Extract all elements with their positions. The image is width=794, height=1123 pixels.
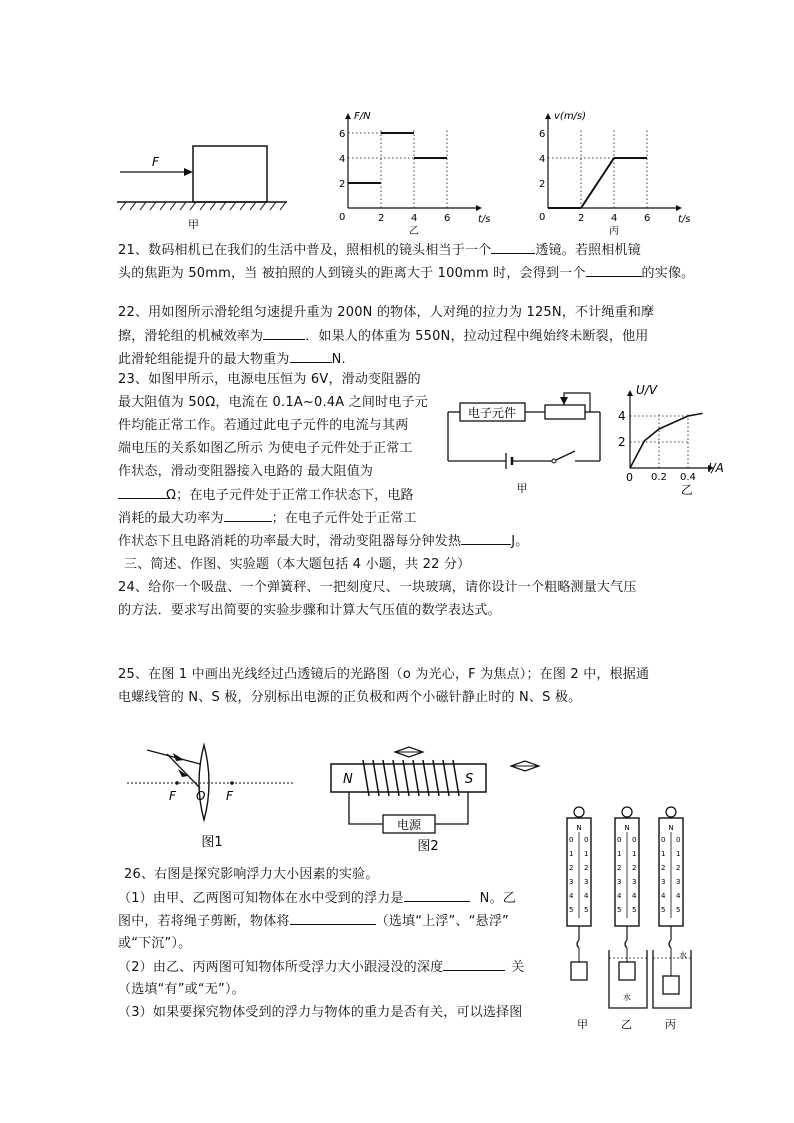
balance-yi-scale-r-1: 1 bbox=[632, 850, 637, 858]
ui-origin: 0 bbox=[626, 471, 633, 484]
figure-2-solenoid bbox=[325, 742, 550, 857]
balance-yi-scale-l-4: 4 bbox=[617, 892, 622, 900]
yi-x-arrow bbox=[476, 205, 482, 211]
q21-blank-1[interactable] bbox=[491, 239, 535, 254]
balance-bing-scale-l-5: 5 bbox=[661, 906, 666, 914]
q26-line2 bbox=[118, 887, 516, 910]
yi-xtick-6: 6 bbox=[444, 213, 451, 224]
bing-xtick-2: 2 bbox=[578, 213, 585, 224]
balance-yi-scale-l-2: 2 bbox=[617, 864, 622, 872]
chart-velocity-time bbox=[530, 103, 700, 238]
balance-jia-unit: N bbox=[576, 824, 582, 832]
power-source-label: 电源 bbox=[396, 818, 422, 832]
balance-bing-object bbox=[663, 976, 679, 994]
q23-blank-2[interactable] bbox=[224, 507, 272, 522]
q22-text-a: 擦，滑轮组的机械效率为 bbox=[118, 329, 264, 344]
bing-y-arrow bbox=[545, 113, 551, 119]
q21-blank-2[interactable] bbox=[586, 262, 642, 277]
bing-xtick-4: 4 bbox=[611, 213, 618, 224]
q23-line6 bbox=[118, 484, 414, 507]
q22-text-c: 此滑轮组能提升的最大物重为 bbox=[118, 352, 290, 367]
balance-yi-scale-l-3: 3 bbox=[617, 878, 622, 886]
q22-blank-1[interactable] bbox=[263, 325, 305, 340]
balance-yi-unit: N bbox=[624, 824, 630, 832]
yi-caption: 乙 bbox=[409, 226, 419, 237]
balance-jia-caption: 甲 bbox=[577, 1018, 588, 1031]
balance-yi-scale-l-0: 0 bbox=[617, 836, 622, 844]
q23-line1: 23、如图甲所示，电源电压恒为 6V，滑动变阻器的 bbox=[118, 372, 421, 387]
q26-line7: （3）如果要探究物体受到的浮力与物体的重力是否有关，可以选择图 bbox=[118, 1005, 523, 1020]
ui-xtick-0.4: 0.4 bbox=[680, 472, 696, 483]
balance-bing-scale-l-1: 1 bbox=[661, 850, 666, 858]
yi-ytick-2: 2 bbox=[339, 179, 346, 190]
balance-bing-scale-l-0: 0 bbox=[661, 836, 666, 844]
q23-line8 bbox=[118, 530, 528, 553]
balance-yi-scale-r-3: 3 bbox=[632, 878, 637, 886]
balance-yi-scale-r-4: 4 bbox=[632, 892, 637, 900]
balance-bing-scale-r-1: 1 bbox=[676, 850, 681, 858]
q26-text-e: （2）由乙、丙两图可知物体所受浮力大小跟浸没的深度 bbox=[118, 960, 444, 975]
balance-jia-scale-l-0: 0 bbox=[569, 836, 574, 844]
balance-bing-scale-l-4: 4 bbox=[661, 892, 666, 900]
bing-ytick-6: 6 bbox=[539, 129, 546, 140]
yi-xtick-4: 4 bbox=[411, 213, 418, 224]
q23-line2: 最大阻值为 50Ω，电流在 0.1A~0.4A 之间时电子元 bbox=[118, 395, 428, 410]
incident-ray-1 bbox=[147, 750, 200, 764]
balance-yi-hook-curve bbox=[625, 940, 627, 948]
switch-pivot bbox=[552, 459, 556, 463]
balance-yi-ring bbox=[622, 807, 632, 817]
balance-jia-scale-r-0: 0 bbox=[584, 836, 589, 844]
balance-jia-scale-l-5: 5 bbox=[569, 906, 574, 914]
balance-jia-scale-r-2: 2 bbox=[584, 864, 589, 872]
yi-ylabel: F/N bbox=[354, 111, 371, 122]
balance-bing-scale-r-2: 2 bbox=[676, 864, 681, 872]
balance-jia-scale-r-4: 4 bbox=[584, 892, 589, 900]
q26-text-d: （选填“上浮”、“悬浮” bbox=[375, 914, 509, 929]
ui-xlabel: I/A bbox=[708, 461, 724, 475]
balance-yi-caption: 乙 bbox=[621, 1018, 632, 1031]
chart-force-time bbox=[330, 103, 500, 238]
balance-bing-scale-r-3: 3 bbox=[676, 878, 681, 886]
q23-blank-3[interactable] bbox=[461, 530, 511, 545]
q21-text-b: 透镜。若照相机镜 bbox=[535, 243, 641, 258]
q22-line1: 22、用如图所示滑轮组匀速提升重为 200N 的物体，人对绳的拉力为 125N，不计绳重和摩 bbox=[118, 305, 655, 320]
balance-yi-scale-l-1: 1 bbox=[617, 850, 622, 858]
section-3-title: 三、简述、作图、实验题（本大题包括 4 小题，共 22 分） bbox=[124, 557, 471, 572]
balance-yi-object bbox=[619, 962, 635, 980]
bing-ytick-2: 2 bbox=[539, 179, 546, 190]
q26-line4: 或“下沉”）。 bbox=[118, 936, 192, 951]
q23-line3: 件均能正常工作。若通过此电子元件的电流与其两 bbox=[118, 418, 409, 433]
q26-blank-1[interactable] bbox=[404, 887, 470, 902]
q26-line6: （选填“有”或“无”）。 bbox=[118, 982, 245, 997]
label-jia: 甲 bbox=[188, 218, 199, 231]
figure-1-caption: 图1 bbox=[201, 835, 223, 850]
q25-line2: 电螺线管的 N、S 极，分别标出电源的正负极和两个小磁针静止时的 N、S 极。 bbox=[118, 690, 582, 705]
bing-xlabel: t/s bbox=[678, 214, 691, 225]
bing-caption: 丙 bbox=[609, 226, 619, 237]
q26-line5 bbox=[118, 956, 524, 979]
circuit-jia-label: 甲 bbox=[516, 482, 528, 495]
balance-bing-water-label: 水 bbox=[679, 951, 687, 960]
q22-text-b: ．如果人的体重为 550N，拉动过程中绳始终未断裂，他用 bbox=[305, 329, 649, 344]
figure-jia-block bbox=[112, 130, 292, 235]
balance-bing-scale-l-2: 2 bbox=[661, 864, 666, 872]
figure-circuit-jia bbox=[440, 383, 620, 498]
ui-y-arrow bbox=[627, 390, 633, 396]
ui-caption: 乙 bbox=[680, 483, 693, 495]
yi-y-arrow bbox=[345, 113, 351, 119]
balance-bing-scale-l-3: 3 bbox=[661, 878, 666, 886]
chart-u-i bbox=[612, 380, 737, 495]
balance-bing-scale-r-4: 4 bbox=[676, 892, 681, 900]
yi-xlabel: t/s bbox=[478, 214, 491, 225]
component-label: 电子元件 bbox=[467, 406, 517, 420]
north-pole-label: N bbox=[343, 772, 353, 787]
q22-text-d: N. bbox=[331, 352, 346, 367]
balance-jia-scale-l-4: 4 bbox=[569, 892, 574, 900]
q26-text-c: 图中，若将绳子剪断，物体将 bbox=[118, 914, 290, 929]
south-pole-label: S bbox=[465, 772, 474, 787]
balance-yi-scale-l-5: 5 bbox=[617, 906, 622, 914]
switch-arm bbox=[556, 451, 575, 460]
yi-ytick-4: 4 bbox=[339, 154, 346, 165]
yi-ytick-6: 6 bbox=[339, 129, 346, 140]
q26-text-f: 关 bbox=[511, 960, 525, 975]
balance-jia-ring bbox=[574, 807, 584, 817]
q23-text-j: J。 bbox=[511, 534, 529, 549]
q22-line2 bbox=[118, 325, 648, 348]
bing-ylabel: v(m/s) bbox=[554, 111, 587, 122]
q21-line2 bbox=[118, 262, 694, 285]
balance-bing-unit: N bbox=[668, 824, 674, 832]
bing-segment-1 bbox=[581, 158, 614, 208]
q26-text-a: （1）由甲、乙两图可知物体在水中受到的浮力是 bbox=[118, 891, 404, 906]
optical-center-label: O bbox=[196, 789, 206, 803]
bing-ytick-4: 4 bbox=[539, 154, 546, 165]
q26-text-b: N。乙 bbox=[479, 891, 516, 906]
yi-origin: 0 bbox=[339, 212, 346, 223]
q26-line1: 26、右图是探究影响浮力大小因素的实验。 bbox=[124, 867, 379, 882]
balance-bing-caption: 丙 bbox=[665, 1018, 676, 1031]
force-label: F bbox=[152, 155, 159, 169]
bing-x-arrow bbox=[676, 205, 682, 211]
q24-line1: 24、给你一个吸盘、一个弹簧秤、一把刻度尺、一块玻璃，请你设计一个粗略测量大气压 bbox=[118, 580, 637, 595]
balance-jia-scale-r-3: 3 bbox=[584, 878, 589, 886]
balance-bing-scale-r-5: 5 bbox=[676, 906, 681, 914]
ui-xtick-0.2: 0.2 bbox=[651, 472, 667, 483]
ui-ylabel: U/V bbox=[636, 383, 658, 397]
solenoid-core bbox=[331, 764, 486, 792]
bing-origin: 0 bbox=[539, 212, 546, 223]
balance-bing-ring bbox=[666, 807, 676, 817]
q26-blank-2[interactable] bbox=[290, 910, 376, 925]
q21-line1 bbox=[118, 239, 641, 262]
balance-jia-object bbox=[571, 962, 587, 980]
balance-jia-scale-l-3: 3 bbox=[569, 878, 574, 886]
balance-bing-hook-curve bbox=[669, 940, 671, 948]
q24-line2: 的方法．要求写出简要的实验步骤和计算大气压值的数学表达式。 bbox=[118, 603, 501, 618]
q23-line7 bbox=[118, 507, 417, 530]
ui-ytick-4: 4 bbox=[618, 409, 626, 423]
q23-line5: 作状态，滑动变阻器接入电路的 最大阻值为 bbox=[118, 464, 374, 479]
balance-yi-water-label: 水 bbox=[623, 993, 631, 1002]
q23-text-g: 消耗的最大功率为 bbox=[118, 511, 224, 526]
balance-jia-scale-r-5: 5 bbox=[584, 906, 589, 914]
rheostat bbox=[545, 405, 585, 419]
q26-line3 bbox=[118, 910, 509, 933]
q26-blank-3[interactable] bbox=[443, 956, 505, 971]
balance-jia-scale-r-1: 1 bbox=[584, 850, 589, 858]
figure-1-convex-lens bbox=[122, 740, 302, 855]
yi-xtick-2: 2 bbox=[378, 213, 385, 224]
figure-2-caption: 图2 bbox=[417, 839, 439, 854]
q25-line1: 25、在图 1 中画出光线经过凸透镜后的光路图（o 为光心，F 为焦点）；在图 2 中，根据通 bbox=[118, 667, 650, 682]
q22-blank-2[interactable] bbox=[290, 348, 332, 363]
q21-text-d: 的实像。 bbox=[641, 266, 695, 281]
q22-line3 bbox=[118, 348, 346, 371]
balance-bing-scale-r-0: 0 bbox=[676, 836, 681, 844]
focus-left-label: F bbox=[169, 789, 176, 803]
balance-jia-hook-curve bbox=[577, 940, 579, 948]
balance-yi-scale-r-0: 0 bbox=[632, 836, 637, 844]
q23-text-i: 作状态下且电路消耗的功率最大时，滑动变阻器每分钟发热 bbox=[118, 534, 462, 549]
balance-jia-scale-l-2: 2 bbox=[569, 864, 574, 872]
balance-yi-scale-r-5: 5 bbox=[632, 906, 637, 914]
focus-right-label: F bbox=[226, 789, 233, 803]
q23-line4: 端电压的关系如图乙所示 为使电子元件处于正常工 bbox=[118, 441, 413, 456]
figure-spring-balances bbox=[555, 800, 710, 1035]
balance-jia-scale-l-1: 1 bbox=[569, 850, 574, 858]
q23-text-h: ；在电子元件处于正常工 bbox=[271, 511, 417, 526]
q21-text-a: 21、数码相机已在我们的生活中普及，照相机的镜头相当于一个 bbox=[118, 243, 492, 258]
ui-ytick-2: 2 bbox=[618, 435, 626, 449]
q21-text-c: 头的焦距为 50mm，当 被拍照的人到镜头的距离大于 100mm 时，会得到一个 bbox=[118, 266, 586, 281]
q23-text-f: Ω；在电子元件处于正常工作状态下，电路 bbox=[166, 488, 414, 503]
ui-curve bbox=[630, 413, 703, 468]
bing-xtick-6: 6 bbox=[644, 213, 651, 224]
balance-yi-scale-r-2: 2 bbox=[632, 864, 637, 872]
q23-blank-1[interactable] bbox=[118, 484, 166, 499]
